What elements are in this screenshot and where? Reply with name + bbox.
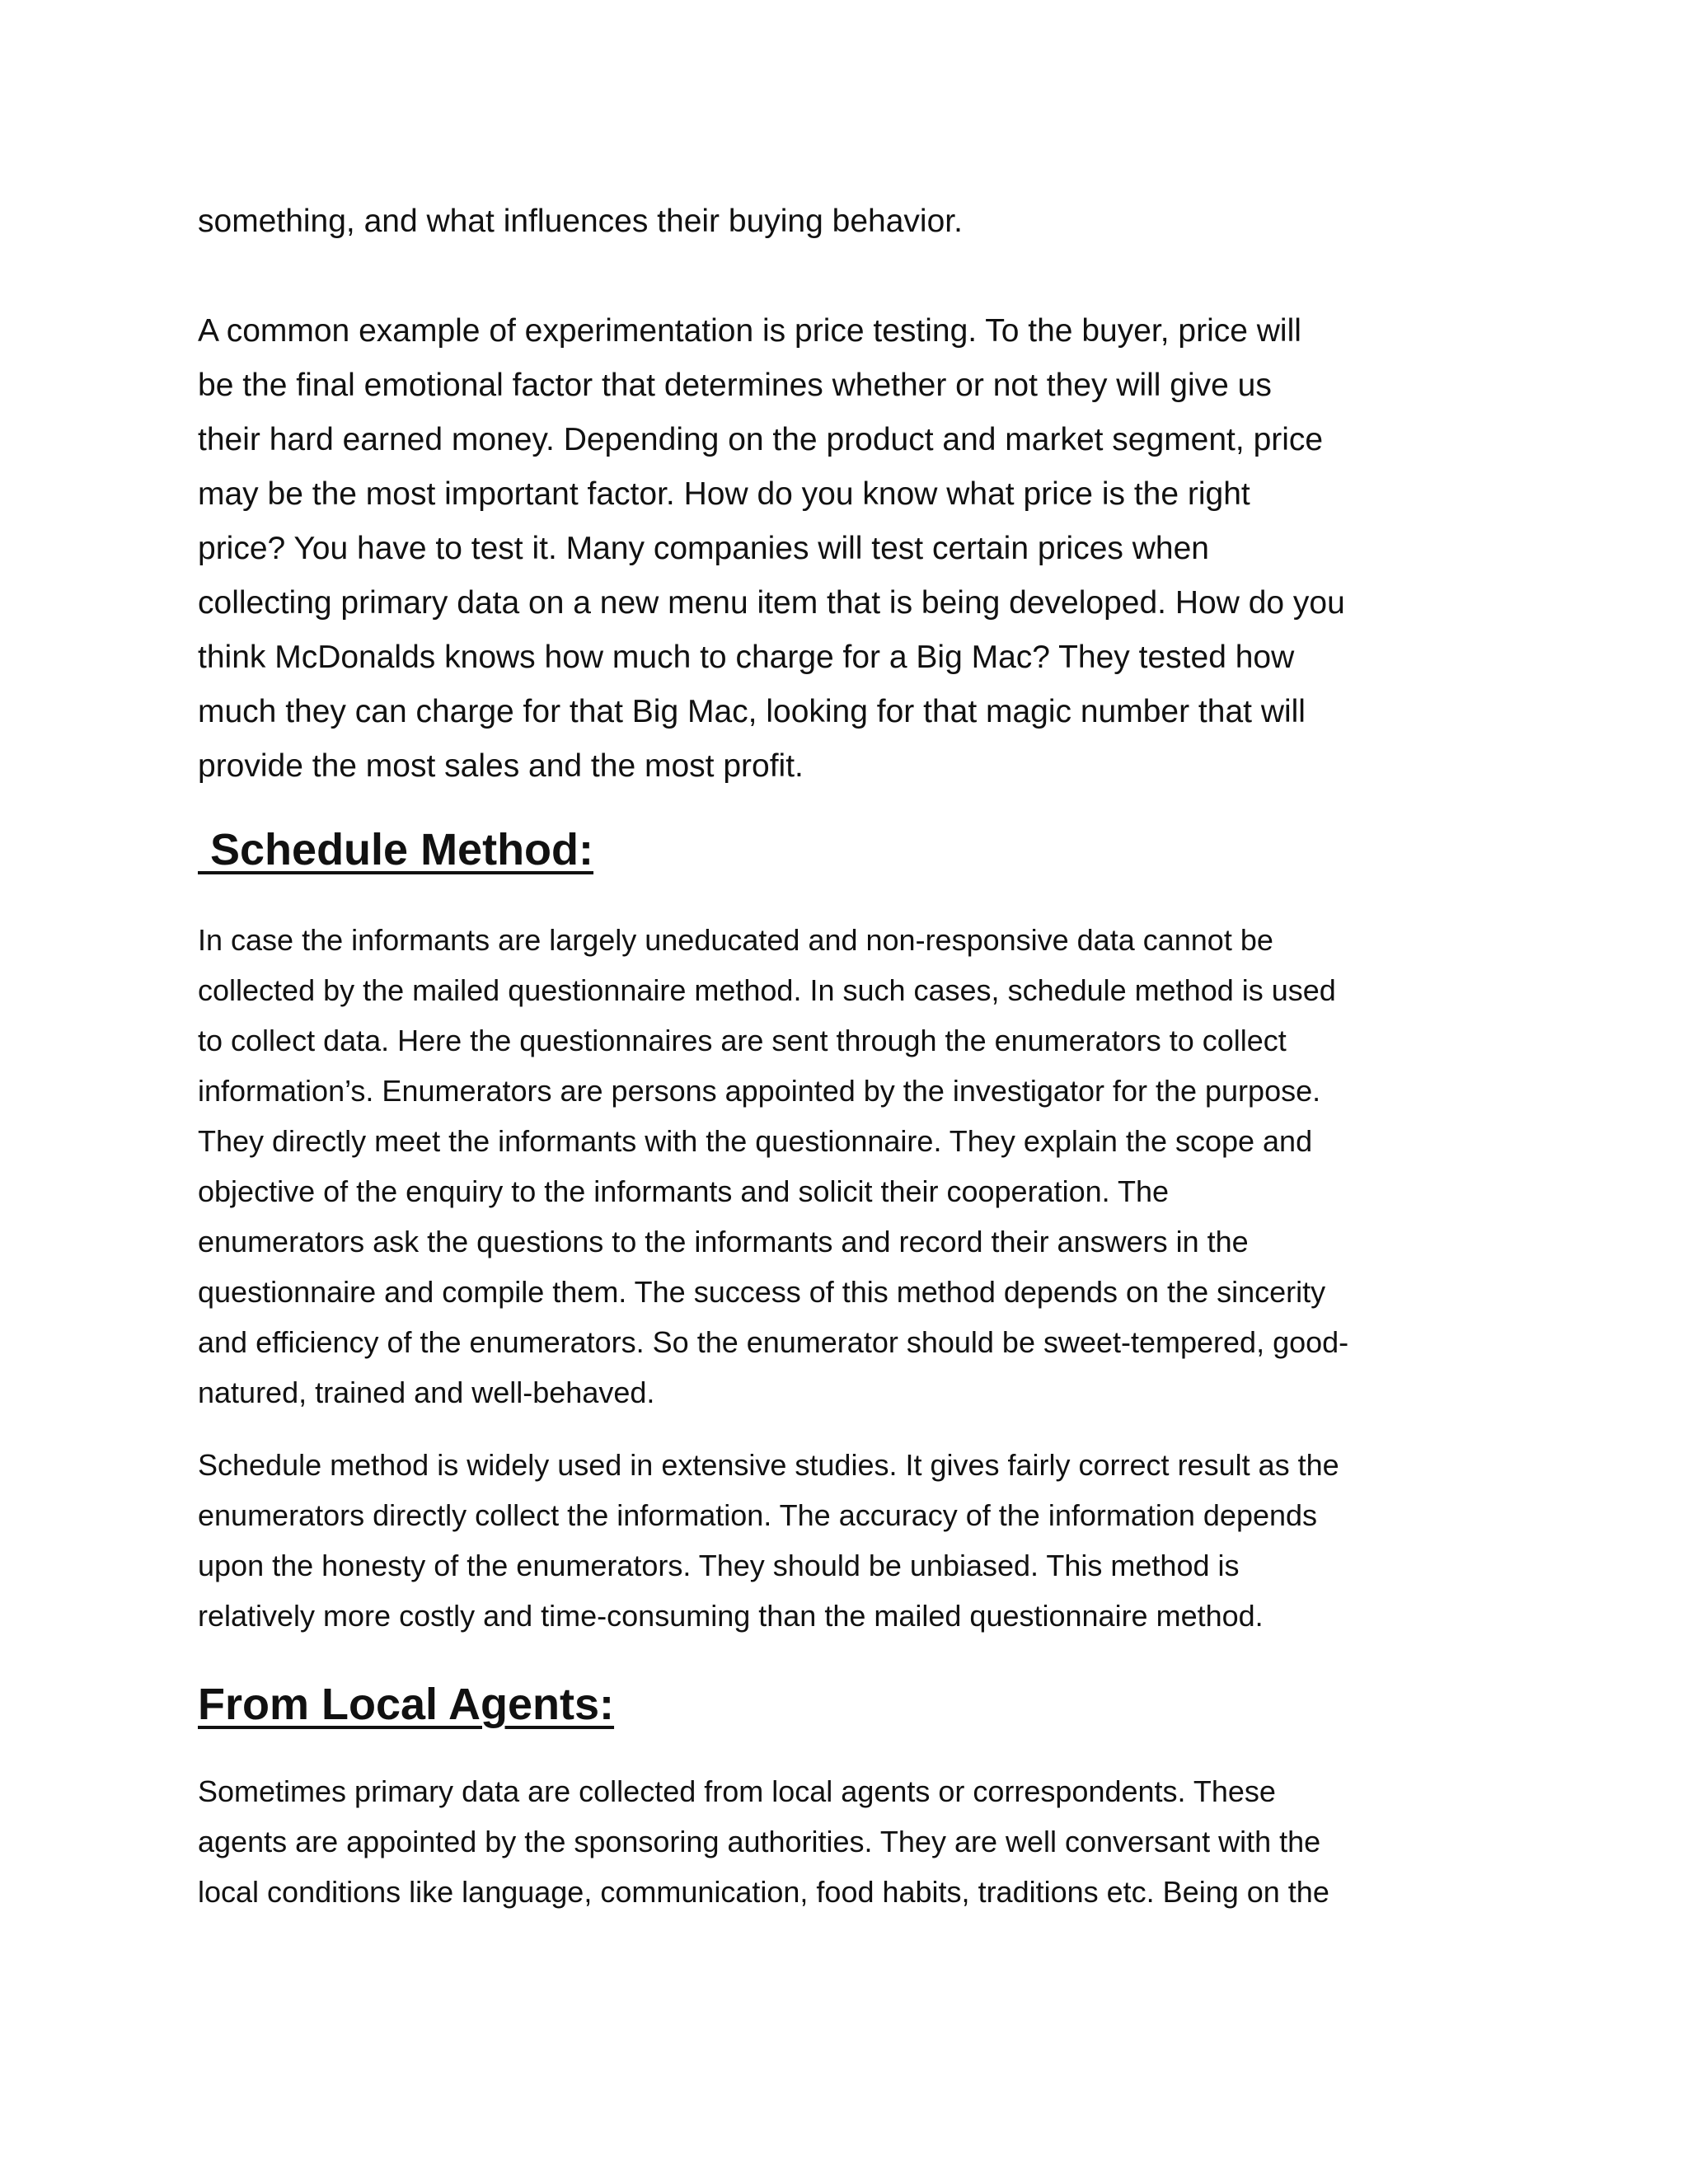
- price-testing-paragraph: A common example of experimentation is price testing. To the buyer, price will be the final emotional factor that determines whether or not they will give us their hard earned money. Depending on the product and market segment, price may be the most important factor. How do you know what price is the right price? You have to test it. Many companies will test certain prices when collecting primary data on a new menu item that is being developed. How do you think McDonalds knows how much to charge for a Big Mac? They tested how much they can charge for that Big Mac, looking for that magic number that will provide the most sales and the most profit.: [198, 313, 1345, 784]
- local-agents-paragraph: Sometimes primary data are collected from local agents or correspondents. These agents are appointed by the sponsoring authorities. They are well conversant with the local conditions like language, communication, food habits, traditions etc. Being on the: [198, 1774, 1329, 1909]
- local-agents-heading: From Local Agents:: [198, 1680, 615, 1729]
- schedule-method-paragraph-2: Schedule method is widely used in extensive studies. It gives fairly correct result as the enumerators directly collect the information. The accuracy of the information depends upon the honesty of the enumerators. They should be unbiased. This method is relatively more costly and time-consuming than the mailed questionnaire method.: [198, 1448, 1339, 1633]
- schedule-method-heading: Schedule Method:: [198, 825, 594, 874]
- intro-tail-paragraph: something, and what influences their buying behavior.: [198, 204, 963, 239]
- schedule-method-paragraph-1: In case the informants are largely uneducated and non-responsive data cannot be collected by the mailed questionnaire method. In such cases, schedule method is used to collect data. Here the questionnaires are sent through the enumerators to collect information’s. Enumerators are persons appointed by the investigator for the purpose. They directly meet the informants with the questionnaire. They explain the scope and objective of the enquiry to the informants and solicit their cooperation. The enumerators ask the questions to the informants and record their answers in the questionnaire and compile them. The success of this method depends on the sincerity and efficiency of the enumerators. So the enumerator should be sweet-tempered, good- natured, trained and well-behaved.: [198, 923, 1349, 1409]
